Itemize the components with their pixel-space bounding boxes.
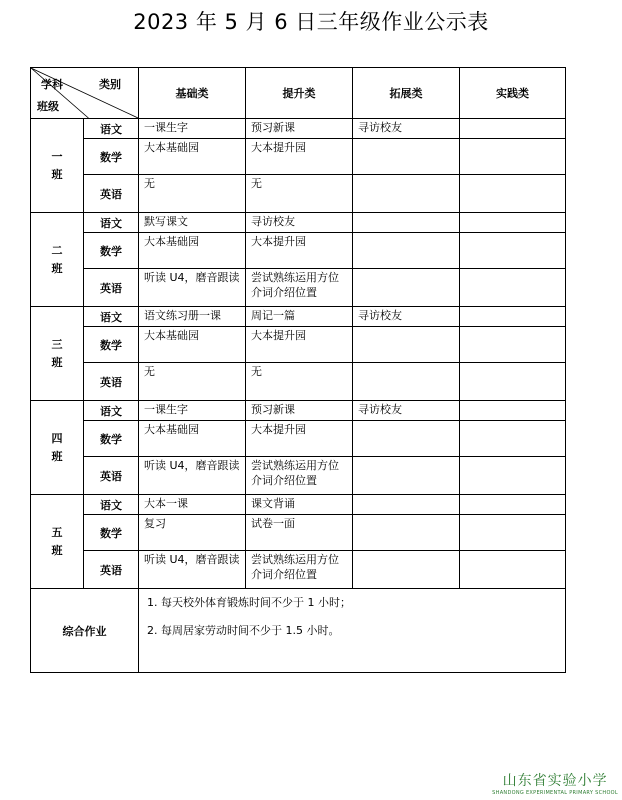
school-logo-name: 山东省实验小学 bbox=[502, 773, 608, 789]
header-row bbox=[31, 68, 566, 119]
subject-cell: 英语 bbox=[84, 551, 139, 589]
basic-cell bbox=[139, 119, 246, 139]
corner-class-label: 班级 bbox=[37, 100, 59, 113]
cell-text: 无 bbox=[251, 177, 262, 190]
cell-text bbox=[353, 327, 459, 328]
basic-cell bbox=[139, 139, 246, 175]
extended-cell bbox=[353, 551, 460, 589]
cell-text bbox=[353, 515, 459, 516]
cell-text: 语文练习册一课 bbox=[144, 309, 221, 322]
homework-table bbox=[30, 67, 566, 673]
cell-text: 无 bbox=[251, 365, 262, 378]
extended-cell bbox=[353, 495, 460, 515]
subject-cell: 语文 bbox=[84, 213, 139, 233]
practice-cell bbox=[460, 457, 566, 495]
subject-cell: 语文 bbox=[84, 495, 139, 515]
extended-cell bbox=[353, 269, 460, 307]
cell-text: 一课生字 bbox=[144, 121, 188, 134]
cell-text: 寻访校友 bbox=[251, 215, 295, 228]
table-row bbox=[31, 495, 566, 515]
cell-text: 周记一篇 bbox=[251, 309, 295, 322]
class-name-char: 班 bbox=[51, 449, 63, 463]
extended-cell bbox=[353, 175, 460, 213]
extended-cell bbox=[353, 421, 460, 457]
advanced-cell bbox=[246, 213, 353, 233]
summary-label: 综合作业 bbox=[31, 589, 139, 673]
cell-text: 听读 U4，磨音跟读 bbox=[144, 553, 240, 566]
cell-text: 大本基础园 bbox=[144, 235, 199, 248]
extended-cell bbox=[353, 213, 460, 233]
corner-cell bbox=[31, 68, 139, 119]
advanced-cell bbox=[246, 515, 353, 551]
extended-cell bbox=[353, 363, 460, 401]
summary-row bbox=[31, 589, 566, 673]
cell-text bbox=[353, 233, 459, 234]
advanced-cell bbox=[246, 307, 353, 327]
cell-text: 尝试熟练运用方位介词介绍位置 bbox=[251, 271, 339, 299]
subject-cell: 英语 bbox=[84, 269, 139, 307]
cell-text bbox=[353, 139, 459, 140]
cell-text bbox=[460, 421, 565, 422]
subject-cell: 英语 bbox=[84, 457, 139, 495]
practice-cell bbox=[460, 421, 566, 457]
basic-cell bbox=[139, 495, 246, 515]
advanced-cell bbox=[246, 119, 353, 139]
cell-text: 大本提升园 bbox=[251, 423, 306, 436]
cell-text: 大本提升园 bbox=[251, 329, 306, 342]
corner-category-label: 类别 bbox=[99, 78, 121, 91]
cell-text bbox=[353, 421, 459, 422]
class-name-char: 四 bbox=[51, 431, 63, 445]
cell-text bbox=[460, 139, 565, 140]
class-name-char: 五 bbox=[51, 525, 63, 539]
extended-cell bbox=[353, 139, 460, 175]
subject-cell: 数学 bbox=[84, 233, 139, 269]
cell-text: 试卷一面 bbox=[251, 517, 295, 530]
cell-text: 寻访校友 bbox=[358, 309, 402, 322]
cell-text: 听读 U4，磨音跟读 bbox=[144, 271, 240, 284]
cell-text bbox=[460, 307, 565, 308]
summary-content bbox=[139, 589, 566, 673]
cell-text: 默写课文 bbox=[144, 215, 188, 228]
practice-cell bbox=[460, 119, 566, 139]
cell-text: 尝试熟练运用方位介词介绍位置 bbox=[251, 459, 339, 487]
table-row bbox=[31, 119, 566, 139]
practice-cell bbox=[460, 213, 566, 233]
cell-text: 预习新课 bbox=[251, 121, 295, 134]
basic-cell bbox=[139, 213, 246, 233]
subject-cell: 英语 bbox=[84, 363, 139, 401]
summary-item: 2. 每周居家劳动时间不少于 1.5 小时。 bbox=[147, 624, 340, 637]
basic-cell bbox=[139, 233, 246, 269]
cell-text bbox=[460, 401, 565, 402]
subject-cell: 语文 bbox=[84, 119, 139, 139]
advanced-cell bbox=[246, 495, 353, 515]
cell-text: 无 bbox=[144, 177, 155, 190]
practice-cell bbox=[460, 401, 566, 421]
practice-cell bbox=[460, 551, 566, 589]
class-name-char: 一 bbox=[51, 149, 63, 163]
advanced-cell bbox=[246, 233, 353, 269]
practice-cell bbox=[460, 269, 566, 307]
cell-text bbox=[460, 457, 565, 458]
extended-cell bbox=[353, 233, 460, 269]
table-row bbox=[31, 175, 566, 213]
advanced-cell bbox=[246, 175, 353, 213]
cell-text: 大本一课 bbox=[144, 497, 188, 510]
class-name-char: 班 bbox=[51, 543, 63, 557]
cell-text: 大本基础园 bbox=[144, 423, 199, 436]
practice-cell bbox=[460, 515, 566, 551]
cell-text: 寻访校友 bbox=[358, 403, 402, 416]
class-name-cell bbox=[31, 119, 84, 213]
advanced-cell bbox=[246, 363, 353, 401]
cell-text bbox=[353, 457, 459, 458]
page-title: 2023 年 5 月 6 日三年级作业公示表 bbox=[133, 10, 489, 34]
class-name-cell bbox=[31, 495, 84, 589]
cell-text: 听读 U4，磨音跟读 bbox=[144, 459, 240, 472]
cell-text bbox=[460, 515, 565, 516]
cell-text: 大本提升园 bbox=[251, 235, 306, 248]
table-row bbox=[31, 139, 566, 175]
cell-text: 无 bbox=[144, 365, 155, 378]
cell-text bbox=[353, 269, 459, 270]
cell-text bbox=[353, 363, 459, 364]
column-header-practice: 实践类 bbox=[460, 68, 566, 119]
extended-cell bbox=[353, 457, 460, 495]
cell-text bbox=[353, 213, 459, 214]
corner-subject-label: 学科 bbox=[41, 78, 63, 91]
class-name-char: 二 bbox=[51, 243, 63, 257]
class-name-cell bbox=[31, 401, 84, 495]
cell-text bbox=[460, 269, 565, 270]
cell-text: 大本基础园 bbox=[144, 141, 199, 154]
cell-text bbox=[460, 495, 565, 496]
table-row bbox=[31, 269, 566, 307]
subject-cell: 数学 bbox=[84, 421, 139, 457]
extended-cell bbox=[353, 119, 460, 139]
basic-cell bbox=[139, 269, 246, 307]
advanced-cell bbox=[246, 139, 353, 175]
column-header-extended: 拓展类 bbox=[353, 68, 460, 119]
column-header-basic: 基础类 bbox=[139, 68, 246, 119]
practice-cell bbox=[460, 307, 566, 327]
basic-cell bbox=[139, 401, 246, 421]
extended-cell bbox=[353, 307, 460, 327]
table-row bbox=[31, 551, 566, 589]
advanced-cell bbox=[246, 269, 353, 307]
cell-text bbox=[460, 119, 565, 120]
table-row bbox=[31, 421, 566, 457]
cell-text bbox=[353, 175, 459, 176]
advanced-cell bbox=[246, 327, 353, 363]
cell-text: 复习 bbox=[144, 517, 166, 530]
table-row bbox=[31, 327, 566, 363]
extended-cell bbox=[353, 401, 460, 421]
practice-cell bbox=[460, 327, 566, 363]
cell-text bbox=[353, 551, 459, 552]
subject-cell: 数学 bbox=[84, 327, 139, 363]
cell-text bbox=[353, 495, 459, 496]
school-logo-english: SHANDONG EXPERIMENTAL PRIMARY SCHOOL bbox=[492, 790, 618, 796]
subject-cell: 数学 bbox=[84, 139, 139, 175]
table-row bbox=[31, 213, 566, 233]
class-name-char: 班 bbox=[51, 355, 63, 369]
table-row bbox=[31, 363, 566, 401]
cell-text bbox=[460, 175, 565, 176]
basic-cell bbox=[139, 551, 246, 589]
cell-text bbox=[460, 327, 565, 328]
class-name-char: 班 bbox=[51, 261, 63, 275]
advanced-cell bbox=[246, 551, 353, 589]
table-row bbox=[31, 515, 566, 551]
subject-cell: 语文 bbox=[84, 401, 139, 421]
cell-text bbox=[460, 233, 565, 234]
practice-cell bbox=[460, 175, 566, 213]
class-name-cell bbox=[31, 307, 84, 401]
practice-cell bbox=[460, 495, 566, 515]
advanced-cell bbox=[246, 421, 353, 457]
practice-cell bbox=[460, 363, 566, 401]
advanced-cell bbox=[246, 401, 353, 421]
basic-cell bbox=[139, 363, 246, 401]
advanced-cell bbox=[246, 457, 353, 495]
subject-cell: 数学 bbox=[84, 515, 139, 551]
class-name-char: 班 bbox=[51, 167, 63, 181]
cell-text: 一课生字 bbox=[144, 403, 188, 416]
basic-cell bbox=[139, 307, 246, 327]
class-name-cell bbox=[31, 213, 84, 307]
column-header-advanced: 提升类 bbox=[246, 68, 353, 119]
basic-cell bbox=[139, 421, 246, 457]
basic-cell bbox=[139, 457, 246, 495]
basic-cell bbox=[139, 515, 246, 551]
cell-text: 尝试熟练运用方位介词介绍位置 bbox=[251, 553, 339, 581]
subject-cell: 英语 bbox=[84, 175, 139, 213]
cell-text bbox=[460, 213, 565, 214]
subject-cell: 语文 bbox=[84, 307, 139, 327]
basic-cell bbox=[139, 327, 246, 363]
practice-cell bbox=[460, 233, 566, 269]
cell-text: 大本基础园 bbox=[144, 329, 199, 342]
cell-text bbox=[460, 551, 565, 552]
class-name-char: 三 bbox=[51, 337, 63, 351]
cell-text: 寻访校友 bbox=[358, 121, 402, 134]
table-row bbox=[31, 401, 566, 421]
basic-cell bbox=[139, 175, 246, 213]
table-row bbox=[31, 233, 566, 269]
summary-item: 1. 每天校外体育锻炼时间不少于 1 小时； bbox=[147, 596, 351, 609]
school-logo bbox=[492, 770, 618, 796]
cell-text: 大本提升园 bbox=[251, 141, 306, 154]
table-row bbox=[31, 457, 566, 495]
practice-cell bbox=[460, 139, 566, 175]
table-row bbox=[31, 307, 566, 327]
cell-text: 课文背诵 bbox=[251, 497, 295, 510]
extended-cell bbox=[353, 515, 460, 551]
cell-text bbox=[460, 363, 565, 364]
cell-text: 预习新课 bbox=[251, 403, 295, 416]
extended-cell bbox=[353, 327, 460, 363]
